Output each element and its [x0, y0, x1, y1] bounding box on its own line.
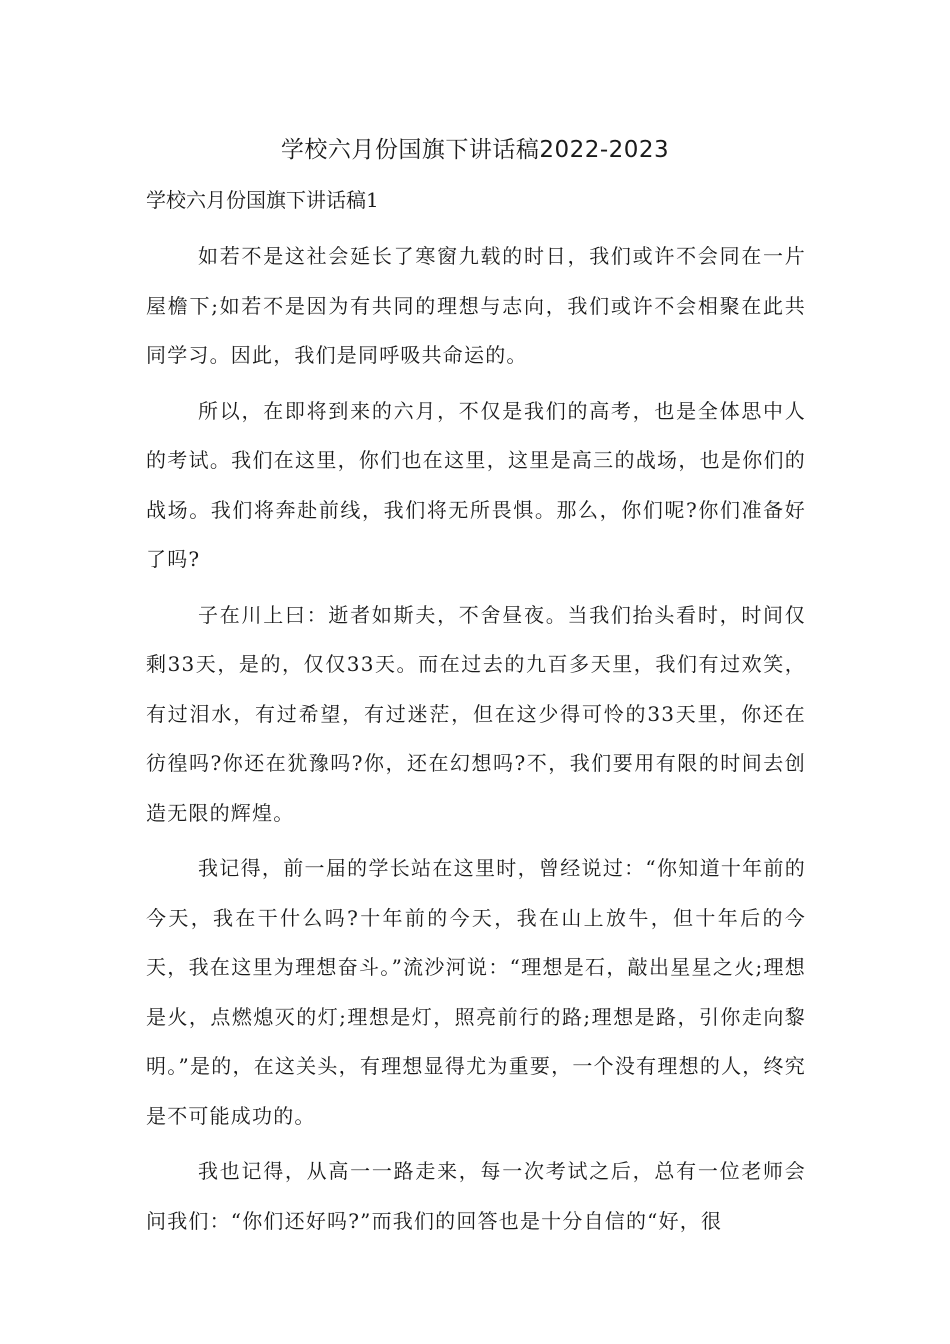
paragraph: 我记得，前一届的学长站在这里时，曾经说过：“你知道十年前的今天，我在干什么吗?十年前的今天，我在山上放牛，但十年后的今天，我在这里为理想奋斗。”流沙河说：“理想是石，敲出星星之火;理想是火，点燃熄灭的灯;理想是灯，照亮前行的路;理想是路，引你走向黎明。”是的，在这关头，有理想显得尤为重要，一个没有理想的人，终究是不可能成功的。: [146, 856, 806, 1128]
paragraph: 所以，在即将到来的六月，不仅是我们的高考，也是全体思中人的考试。我们在这里，你们也在这里，这里是高三的战场，也是你们的战场。我们将奔赴前线，我们将无所畏惧。那么，你们呢?你们准备好了吗?: [146, 398, 806, 571]
document-subtitle: 学校六月份国旗下讲话稿1: [146, 188, 379, 212]
paragraph: 子在川上曰：逝者如斯夫，不舍昼夜。当我们抬头看时，时间仅剩33天，是的，仅仅33天。而在过去的九百多天里，我们有过欢笑，有过泪水，有过希望，有过迷茫，但在这少得可怜的33天里，你还在彷徨吗?你还在犹豫吗?你，还在幻想吗?不，我们要用有限的时间去创造无限的辉煌。: [146, 602, 806, 825]
paragraph: 我也记得，从高一一路走来，每一次考试之后，总有一位老师会问我们：“你们还好吗?”而我们的回答也是十分自信的“好，很: [146, 1159, 806, 1233]
document-body: [146, 232, 806, 1252]
paragraph: 如若不是这社会延长了寒窗九载的时日，我们或许不会同在一片屋檐下;如若不是因为有共同的理想与志向，我们或许不会相聚在此共同学习。因此，我们是同呼吸共命运的。: [146, 244, 806, 367]
document-title: 学校六月份国旗下讲话稿2022-2023: [280, 137, 670, 163]
